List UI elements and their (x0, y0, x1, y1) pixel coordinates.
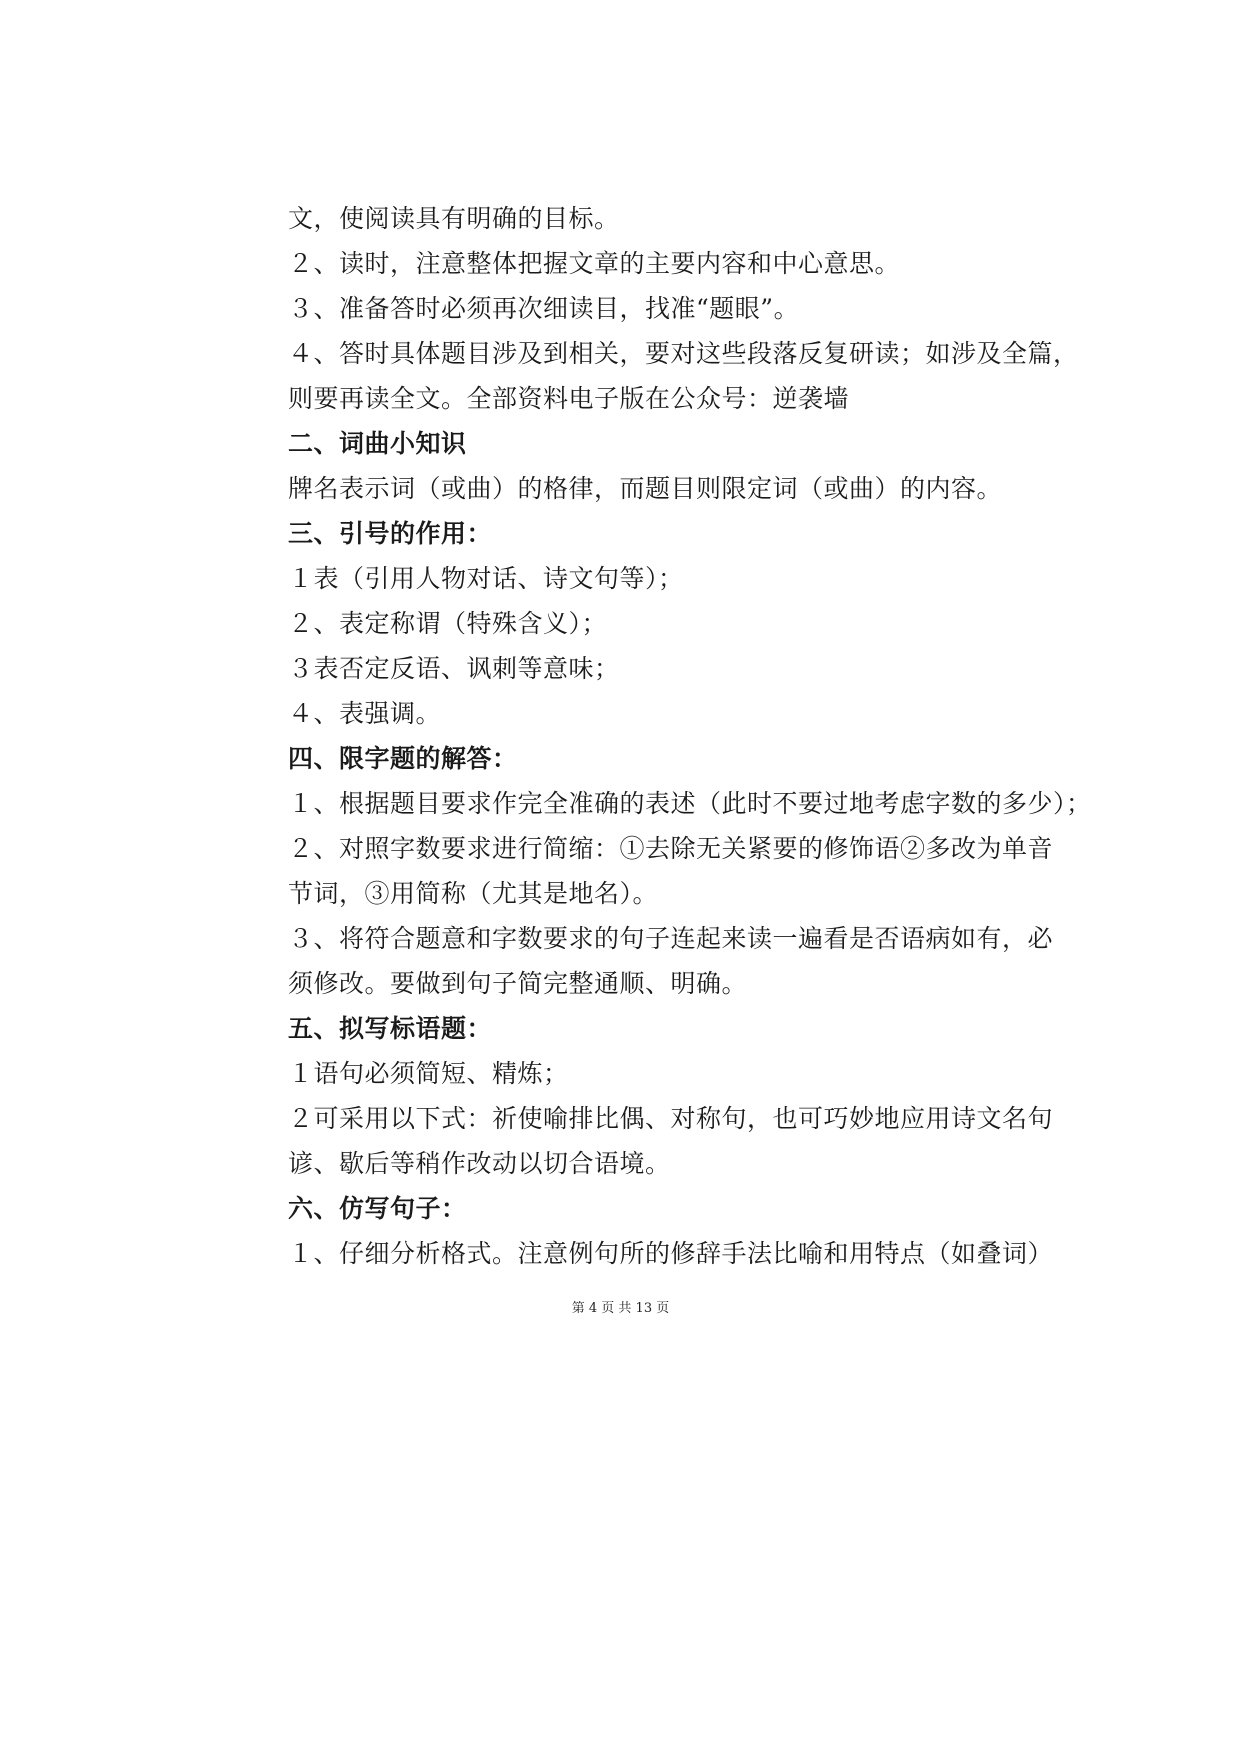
section-heading: 三、引号的作用： (288, 519, 493, 548)
text-line: 谚、歇后等稍作改动以切合语境。 (288, 1149, 671, 1178)
text-line: 须修改。要做到句子简完整通顺、明确。 (288, 969, 748, 998)
text-line: １表（引用人物对话、诗文句等）； (288, 564, 684, 593)
text-line: ３、准备答时必须再次细读目，找准“题眼”。 (288, 294, 800, 323)
text-line: 节词，③用简称（尤其是地名）。 (288, 879, 659, 908)
text-line: １语句必须简短、精炼； (288, 1059, 569, 1088)
text-line: ２、读时，注意整体把握文章的主要内容和中心意思。 (288, 249, 901, 278)
text-line: ２可采用以下式：祈使喻排比偶、对称句，也可巧妙地应用诗文名句 (288, 1104, 1054, 1133)
section-heading: 六、仿写句子： (288, 1194, 467, 1223)
text-line: 文，使阅读具有明确的目标。 (288, 204, 620, 233)
text-line: ２、对照字数要求进行简缩：①去除无关紧要的修饰语②多改为单音 (288, 834, 1054, 863)
text-line: ３表否定反语、讽刺等意味； (288, 654, 620, 683)
page-footer: 第 4 页 共 13 页 (571, 1301, 670, 1316)
section-heading: 五、拟写标语题： (288, 1014, 493, 1043)
text-line: 则要再读全文。全部资料电子版在公众号：逆袭墙 (288, 384, 850, 413)
section-heading: 二、词曲小知识 (288, 429, 467, 458)
text-line: ３、将符合题意和字数要求的句子连起来读一遍看是否语病如有，必 (288, 924, 1054, 953)
text-line: ４、答时具体题目涉及到相关，要对这些段落反复研读；如涉及全篇， (288, 339, 1079, 368)
text-line: ４、表强调。 (288, 699, 442, 728)
text-line: １、仔细分析格式。注意例句所的修辞手法比喻和用特点（如叠词） (288, 1239, 1054, 1268)
text-line: 牌名表示词（或曲）的格律，而题目则限定词（或曲）的内容。 (288, 474, 1003, 503)
section-heading: 四、限字题的解答： (288, 744, 518, 773)
text-line: １、根据题目要求作完全准确的表述（此时不要过地考虑字数的多少）； (288, 789, 1092, 818)
text-line: ２、表定称谓（特殊含义）； (288, 609, 608, 638)
